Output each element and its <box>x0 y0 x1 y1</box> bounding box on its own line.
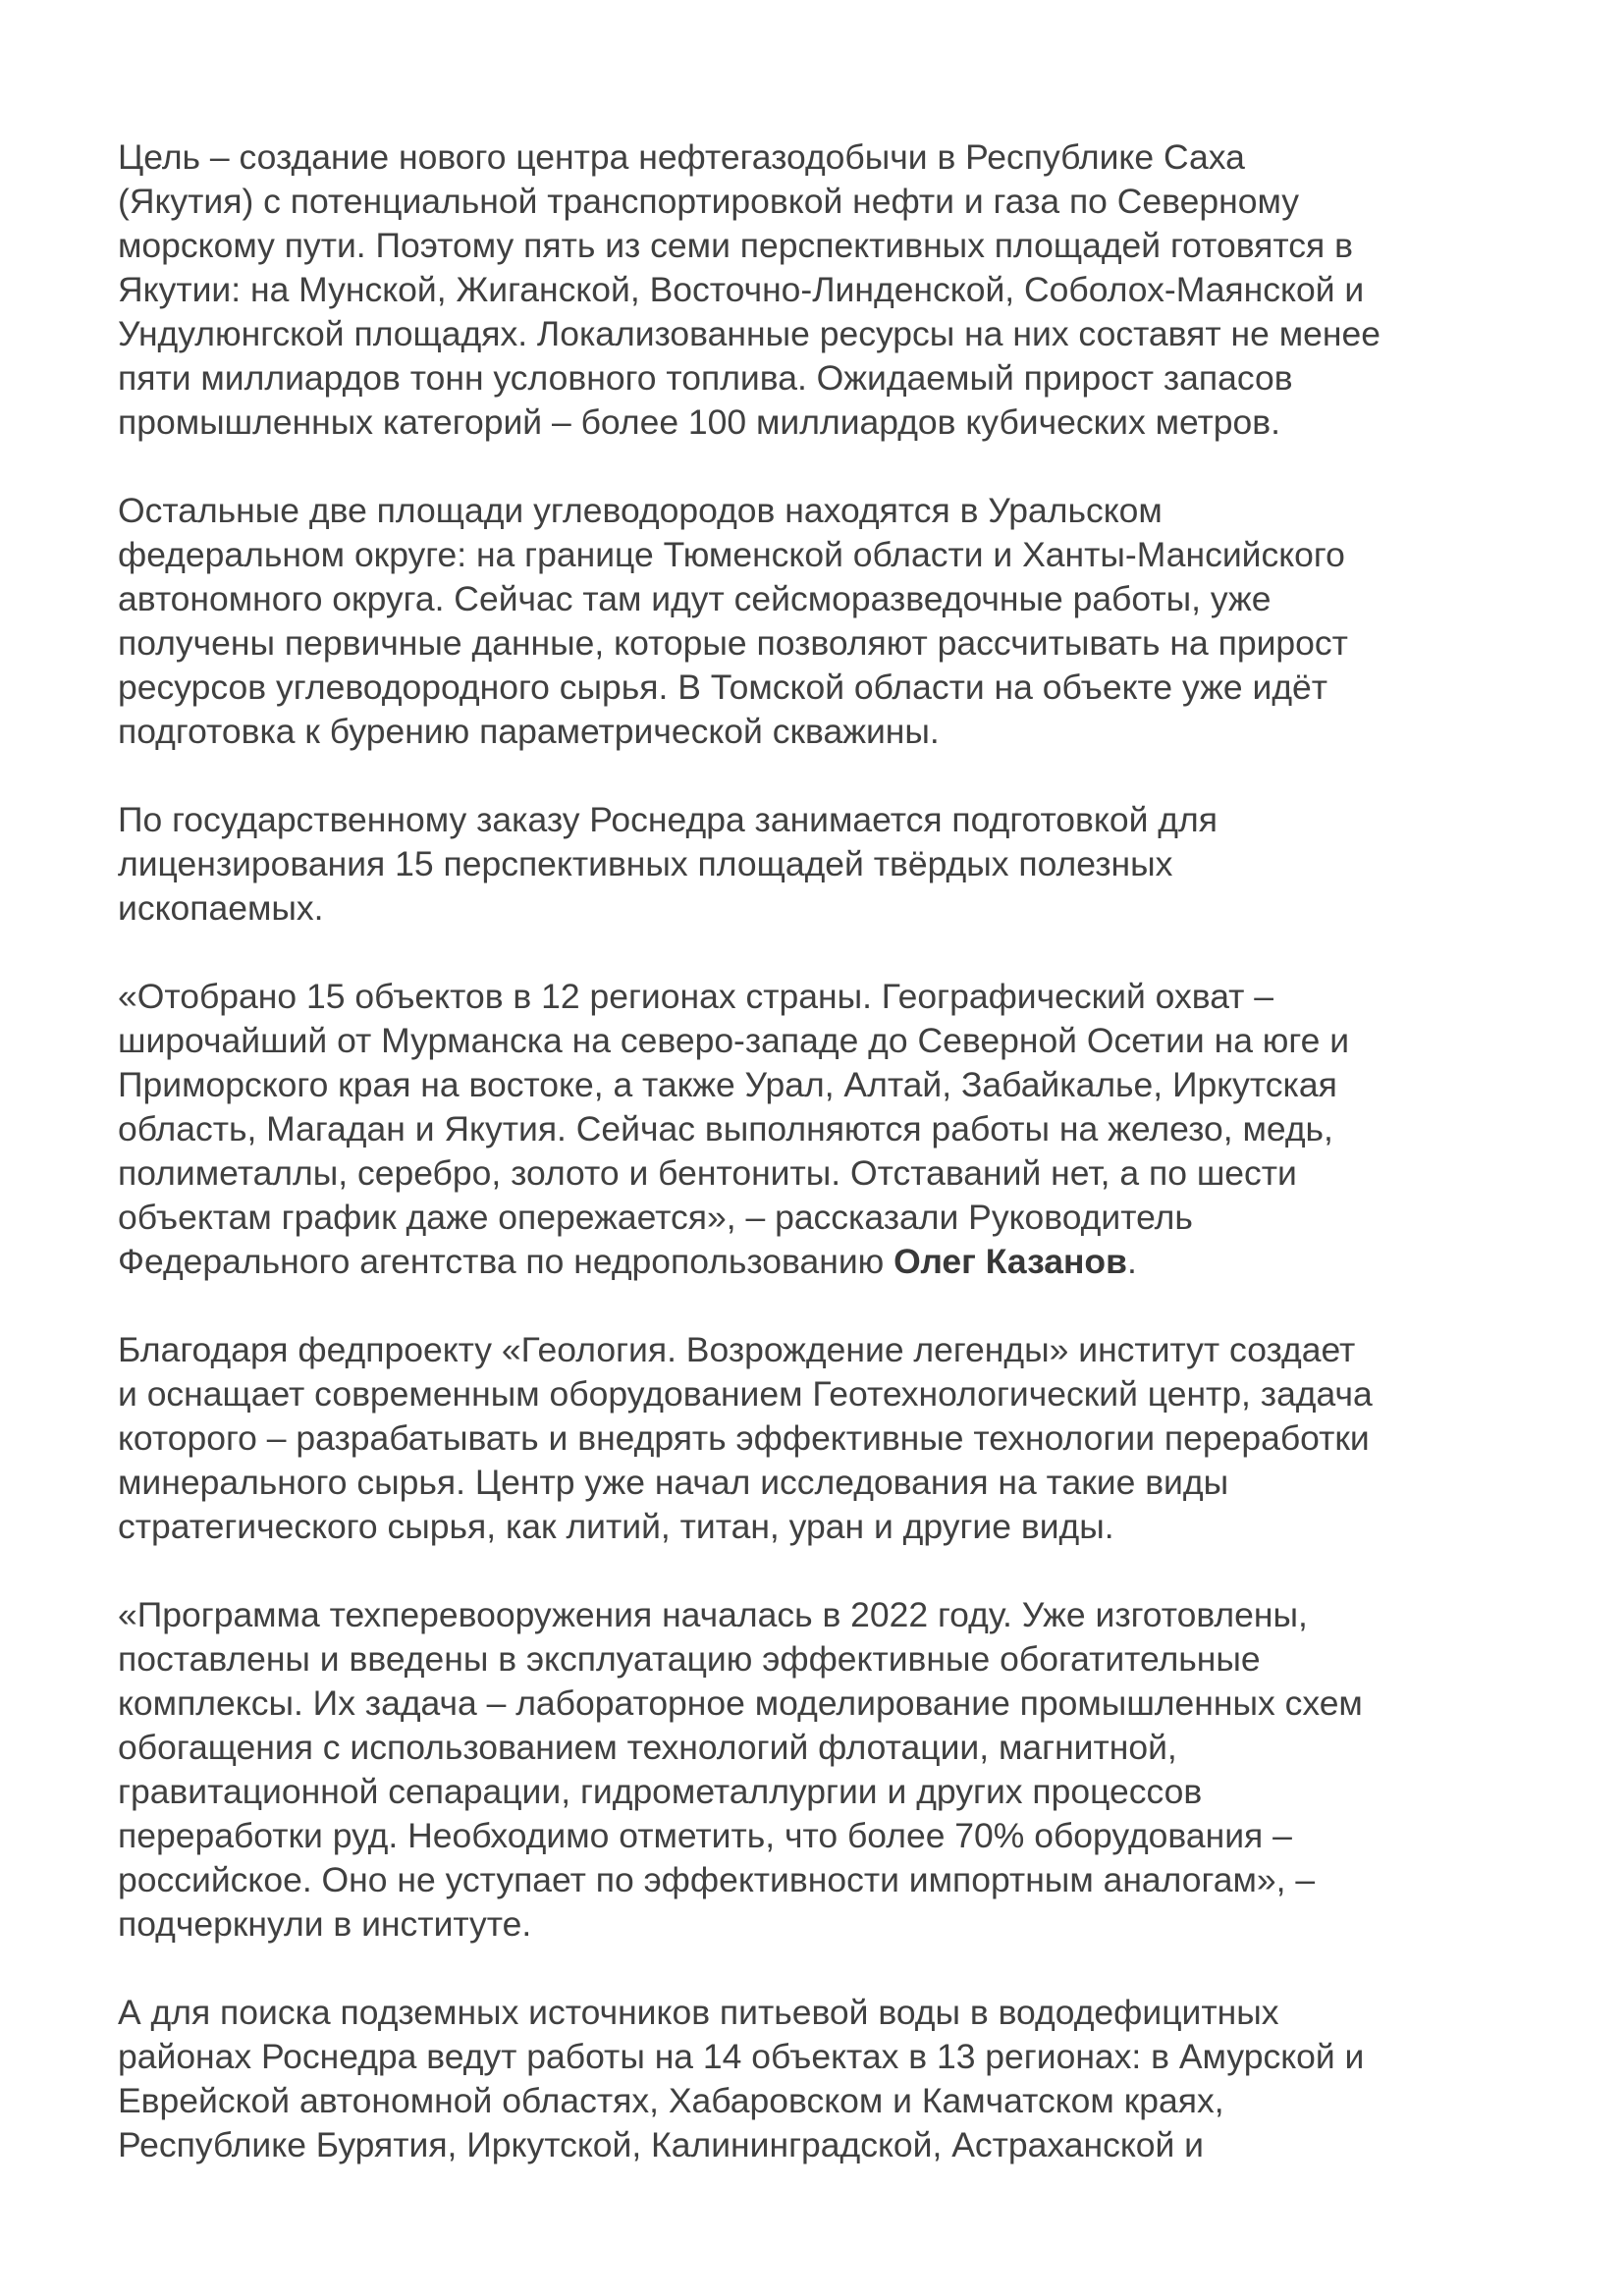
text-line: и оснащает современным оборудованием Геотехнологический центр, задача <box>118 1374 1373 1414</box>
text-line: Цель – создание нового центра нефтегазодобычи в Республике Саха <box>118 137 1245 177</box>
paragraph-drinking-water <box>118 1991 1532 2167</box>
text-line: автономного округа. Сейчас там идут сейсморазведочные работы, уже <box>118 579 1272 618</box>
text-line: широчайший от Мурманска на северо-западе до Северной Осетии на юге и <box>118 1021 1350 1060</box>
text-line: российское. Оно не уступает по эффективности импортным аналогам», – <box>118 1860 1316 1899</box>
text-line: Остальные две площади углеводородов находятся в Уральском <box>118 491 1163 530</box>
text-line: По государственному заказу Роснедра занимается подготовкой для <box>118 800 1218 839</box>
text-line: Республике Бурятия, Иркутской, Калининградской, Астраханской и <box>118 2125 1205 2164</box>
text-line <box>118 1240 1532 1284</box>
paragraph-reequipment-quote <box>118 1593 1532 1947</box>
text-line: А для поиска подземных источников питьевой воды в вододефицитных <box>118 1993 1279 2032</box>
text-line: получены первичные данные, которые позволяют рассчитывать на прирост <box>118 623 1348 663</box>
text-line: переработки руд. Необходимо отметить, что более 70% оборудования – <box>118 1816 1292 1855</box>
article-body <box>118 135 1532 2167</box>
text-line: стратегического сырья, как литий, титан, уран и другие виды. <box>118 1507 1114 1546</box>
text-line: Благодаря федпроекту «Геология. Возрождение легенды» институт создает <box>118 1330 1356 1369</box>
text-line: поставлены и введены в эксплуатацию эффективные обогатительные <box>118 1639 1261 1679</box>
text-line: Якутии: на Мунской, Жиганской, Восточно-Линденской, Соболох-Маянской и <box>118 270 1365 309</box>
text-line: объектам график даже опережается», – рассказали Руководитель <box>118 1198 1193 1237</box>
paragraph-kazanov-quote <box>118 975 1532 1284</box>
text-line: комплексы. Их задача – лабораторное моделирование промышленных схем <box>118 1683 1363 1723</box>
text-line: Приморского края на востоке, а также Урал, Алтай, Забайкалье, Иркутская <box>118 1065 1337 1104</box>
text-line: подчеркнули в институте. <box>118 1904 532 1944</box>
text-line: ископаемых. <box>118 888 324 928</box>
text-line: федеральном округе: на границе Тюменской области и Ханты-Мансийского <box>118 535 1345 574</box>
text-line: Еврейской автономной областях, Хабаровском и Камчатском краях, <box>118 2081 1224 2120</box>
text-line: полиметаллы, серебро, золото и бентониты. Отставаний нет, а по шести <box>118 1153 1297 1193</box>
text-line-part: Федерального агентства по недропользованию <box>118 1242 894 1281</box>
speaker-name: Олег Казанов <box>893 1242 1127 1281</box>
text-line: лицензирования 15 перспективных площадей твёрдых полезных <box>118 844 1173 883</box>
text-line: обогащения с использованием технологий флотации, магнитной, <box>118 1728 1177 1767</box>
paragraph-oil-gas-center <box>118 135 1532 445</box>
text-line: которого – разрабатывать и внедрять эффективные технологии переработки <box>118 1418 1370 1458</box>
text-line: «Программа техперевооружения началась в 2022 году. Уже изготовлены, <box>118 1595 1308 1634</box>
text-line: промышленных категорий – более 100 миллиардов кубических метров. <box>118 402 1281 442</box>
paragraph-state-order <box>118 798 1532 931</box>
text-line: гравитационной сепарации, гидрометаллургии и других процессов <box>118 1772 1203 1811</box>
text-line-part: . <box>1126 1242 1137 1281</box>
text-line: минерального сырья. Центр уже начал исследования на такие виды <box>118 1463 1229 1502</box>
text-line: Ундулюнгской площадях. Локализованные ресурсы на них составят не менее <box>118 314 1380 353</box>
text-line: ресурсов углеводородного сырья. В Томской области на объекте уже идёт <box>118 667 1328 707</box>
paragraph-geotech-center <box>118 1328 1532 1549</box>
text-line: пяти миллиардов тонн условного топлива. Ожидаемый прирост запасов <box>118 358 1293 398</box>
text-line: районах Роснедра ведут работы на 14 объектах в 13 регионах: в Амурской и <box>118 2037 1365 2076</box>
text-line: подготовка к бурению параметрической скважины. <box>118 712 940 751</box>
paragraph-ural-district <box>118 489 1532 754</box>
text-line: (Якутия) с потенциальной транспортировкой нефти и газа по Северному <box>118 182 1300 221</box>
text-line: область, Магадан и Якутия. Сейчас выполняются работы на железо, медь, <box>118 1109 1333 1148</box>
text-line: морскому пути. Поэтому пять из семи перспективных площадей готовятся в <box>118 226 1353 265</box>
text-line: «Отобрано 15 объектов в 12 регионах страны. Географический охват – <box>118 977 1274 1016</box>
